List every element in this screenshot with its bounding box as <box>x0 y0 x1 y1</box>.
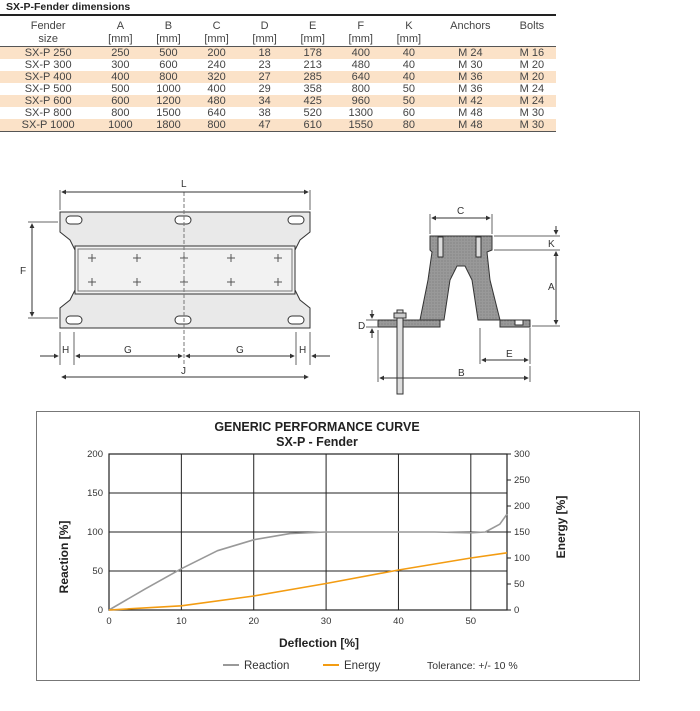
table-cell: 960 <box>337 95 385 107</box>
table-cell: 50 <box>385 95 433 107</box>
column-header-line: [mm] <box>156 33 181 45</box>
table-row <box>0 71 556 83</box>
table-cell: 600 <box>159 59 178 71</box>
y2-tick-label: 300 <box>514 449 530 460</box>
y-tick-label: 200 <box>87 449 103 460</box>
dim-label-A: A <box>548 282 555 293</box>
table-cell: 60 <box>402 107 415 119</box>
column-header-line: [mm] <box>252 33 277 45</box>
table-cell: M 48 <box>458 107 483 119</box>
x-tick-label: 30 <box>320 616 332 627</box>
column-header <box>0 20 96 47</box>
column-header-line: Bolts <box>519 20 545 32</box>
table-cell: SX-P 600 <box>0 95 96 107</box>
dim-label-B: B <box>458 368 465 379</box>
column-header-line: D <box>260 20 269 32</box>
chart-ticks <box>87 449 530 627</box>
performance-chart <box>37 412 639 680</box>
column-header <box>508 20 556 47</box>
table-cell: 29 <box>258 83 271 95</box>
column-header <box>385 20 433 47</box>
table-cell: 610 <box>289 119 337 132</box>
table-header <box>0 20 556 47</box>
table-body <box>0 47 556 132</box>
column-header-line: size <box>38 33 58 45</box>
table-cell: M 24 <box>433 47 508 60</box>
table-cell: 34 <box>241 95 289 107</box>
table-cell: M 30 <box>519 107 545 119</box>
table-cell: M 16 <box>508 47 556 60</box>
legend-label-energy: Energy <box>344 660 381 672</box>
table-cell: M 30 <box>458 59 483 71</box>
table-cell: 47 <box>241 119 289 132</box>
table-cell: 1550 <box>337 119 385 132</box>
table-cell: M 24 <box>519 83 545 95</box>
column-header-line: Anchors <box>450 20 491 32</box>
table-cell: M 36 <box>433 71 508 83</box>
legend-label-reaction: Reaction <box>244 660 290 672</box>
y2-tick-label: 100 <box>514 553 530 564</box>
table-cell: 500 <box>144 47 192 60</box>
table-cell: 640 <box>337 71 385 83</box>
column-header <box>337 20 385 47</box>
y-tick-label: 50 <box>92 566 103 577</box>
table-cell: 400 <box>207 83 226 95</box>
y2-tick-label: 50 <box>514 579 525 590</box>
y-tick-label: 0 <box>97 605 103 616</box>
table-cell: 800 <box>111 107 130 119</box>
tolerance-note: Tolerance: +/- 10 % <box>427 660 518 672</box>
side-view <box>378 236 530 394</box>
column-header <box>96 20 144 47</box>
y2-tick-label: 0 <box>514 605 520 616</box>
column-header <box>433 20 508 47</box>
column-header-line: F <box>357 20 365 32</box>
y-tick-label: 150 <box>87 488 103 499</box>
table-cell: M 20 <box>519 59 545 71</box>
x-tick-label: 20 <box>248 616 260 627</box>
column-header-line: [mm] <box>108 33 133 45</box>
table-cell: 400 <box>337 47 385 60</box>
table-cell: 800 <box>144 71 192 83</box>
column-header-line: [mm] <box>396 33 422 45</box>
dim-label-D: D <box>358 321 366 332</box>
table-cell: M 36 <box>458 83 483 95</box>
dim-label-G-left: G <box>124 345 132 356</box>
table-cell: SX-P 500 <box>24 83 72 95</box>
table-row <box>0 119 556 132</box>
x-tick-label: 10 <box>176 616 187 627</box>
x-tick-label: 0 <box>106 616 112 627</box>
column-header <box>144 20 192 47</box>
table-cell: 1300 <box>348 107 374 119</box>
y-axis-label: Reaction [%] <box>57 520 71 594</box>
table-header-row <box>0 20 556 47</box>
table-cell: M 42 <box>433 95 508 107</box>
column-header <box>289 20 337 47</box>
table-cell: 600 <box>96 95 144 107</box>
column-header-line: E <box>309 20 317 32</box>
table-cell: 320 <box>193 71 241 83</box>
table-row <box>0 59 556 71</box>
table-cell: 50 <box>402 83 415 95</box>
table-cell: M 24 <box>508 95 556 107</box>
table-cell: 400 <box>96 71 144 83</box>
dim-label-E: E <box>506 349 513 360</box>
table-cell: 285 <box>289 71 337 83</box>
x-tick-label: 40 <box>393 616 404 627</box>
table-row <box>0 47 556 60</box>
dim-label-L: L <box>181 179 187 190</box>
chart-title: GENERIC PERFORMANCE CURVE <box>214 420 420 434</box>
column-header-line: Fender <box>30 20 66 32</box>
table-cell: 40 <box>385 71 433 83</box>
chart-subtitle: SX-P - Fender <box>276 435 358 449</box>
column-header-line: [mm] <box>348 33 373 45</box>
table-cell: 1500 <box>156 107 181 119</box>
performance-chart-panel <box>36 411 640 681</box>
column-header-line: [mm] <box>300 33 325 45</box>
technical-drawings <box>0 170 700 410</box>
column-header <box>241 20 289 47</box>
table-cell: 1000 <box>156 83 181 95</box>
title-rule <box>0 14 556 16</box>
column-header-line: A <box>116 20 125 32</box>
table-cell: SX-P 250 <box>0 47 96 60</box>
table-cell: 480 <box>351 59 370 71</box>
y2-tick-label: 250 <box>514 475 530 486</box>
table-cell: 640 <box>207 107 226 119</box>
dim-label-K: K <box>548 239 555 250</box>
table-cell: M 48 <box>433 119 508 132</box>
y2-axis-label: Energy [%] <box>554 495 568 559</box>
dim-label-G-right: G <box>236 345 244 356</box>
table-cell: 480 <box>193 95 241 107</box>
dim-label-H-left: H <box>62 345 70 356</box>
table-cell: 23 <box>258 59 271 71</box>
column-header <box>193 20 241 47</box>
table-cell: M 30 <box>508 119 556 132</box>
table-row <box>0 95 556 107</box>
table-row <box>0 83 556 95</box>
column-header-line: C <box>212 20 221 32</box>
column-header-line: B <box>164 20 173 32</box>
table-cell: 1800 <box>144 119 192 132</box>
table-cell: 520 <box>303 107 322 119</box>
table-cell: 38 <box>258 107 271 119</box>
y2-tick-label: 200 <box>514 501 530 512</box>
chart-series <box>109 514 507 610</box>
table-cell: 1000 <box>96 119 144 132</box>
table-cell: 178 <box>289 47 337 60</box>
dim-label-F: F <box>20 266 27 277</box>
dim-label-C: C <box>457 206 465 217</box>
table-cell: 40 <box>385 47 433 60</box>
table-cell: SX-P 300 <box>24 59 72 71</box>
column-header-line: K <box>405 20 413 32</box>
table-cell: SX-P 1000 <box>0 119 96 132</box>
table-cell: 213 <box>303 59 322 71</box>
table-cell: 27 <box>241 71 289 83</box>
front-view <box>28 190 330 377</box>
x-tick-label: 50 <box>465 616 477 627</box>
dim-label-H-right: H <box>299 345 307 356</box>
table-cell: 240 <box>207 59 226 71</box>
table-cell: 40 <box>402 59 415 71</box>
table-cell: 18 <box>241 47 289 60</box>
chart-legend <box>223 660 381 672</box>
table-cell: M 20 <box>508 71 556 83</box>
dimensions-table <box>0 20 556 132</box>
table-cell: 300 <box>111 59 130 71</box>
y2-tick-label: 150 <box>514 527 530 538</box>
series-line-energy <box>109 553 507 610</box>
table-cell: SX-P 800 <box>24 107 72 119</box>
table-cell: SX-P 400 <box>0 71 96 83</box>
column-header-line: [mm] <box>204 33 229 45</box>
side-view-labels <box>358 206 555 379</box>
table-row <box>0 107 556 119</box>
table-cell: 800 <box>351 83 370 95</box>
table-cell: 80 <box>385 119 433 132</box>
x-axis-label: Deflection [%] <box>278 636 360 650</box>
y-tick-label: 100 <box>87 527 103 538</box>
dim-label-J: J <box>181 366 186 377</box>
table-cell: 425 <box>289 95 337 107</box>
table-cell: 1200 <box>144 95 192 107</box>
table-cell: 358 <box>303 83 322 95</box>
section-title: SX-P-Fender dimensions <box>6 1 131 13</box>
table-cell: 800 <box>193 119 241 132</box>
table-cell: 500 <box>111 83 130 95</box>
table-cell: 200 <box>193 47 241 60</box>
table-cell: 250 <box>96 47 144 60</box>
